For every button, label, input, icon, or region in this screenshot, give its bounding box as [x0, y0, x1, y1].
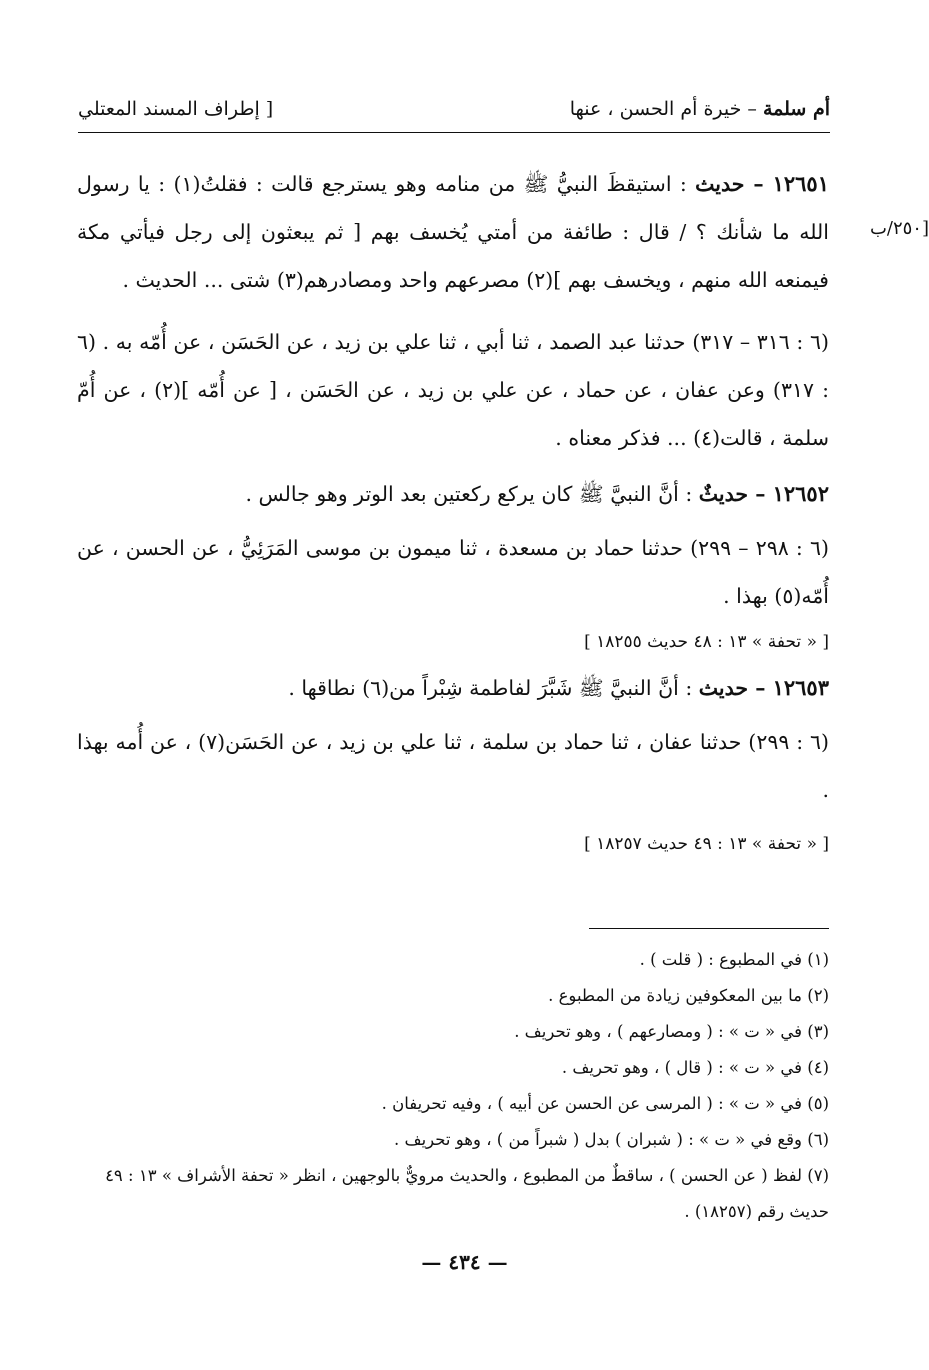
manuscript-folio-marker: [٢٥٠/ب	[869, 218, 929, 239]
hadith-isnad: (٦ : ٢٩٨ – ٢٩٩) حدثنا حماد بن مسعدة ، ثنا ميمون بن موسى المَرَئِيُّ ، عن الحسن ، عن أُمّه(٥) بهذا .	[77, 536, 829, 608]
footnote-separator	[589, 928, 829, 929]
hadith-keyword: – حديث	[698, 676, 773, 700]
hadith-entry	[77, 664, 829, 712]
hadith-isnad: (٦ : ٣١٦ – ٣١٧) حدثنا عبد الصمد ، ثنا أبي ، ثنا علي بن زيد ، عن الحَسَن ، عن أُمّه به . (٦ : ٣١٧) وعن عفان ، عن حماد ، عن علي بن زيد ، عن الحَسَن ، [ عن أُمّه ](٢) ، عن أُمّ سلمة ، قالت(٤) ... فذكر معناه .	[77, 330, 829, 450]
footnote: (٣) في « ت » : ( ومصارعهم ) ، وهو تحريف .	[514, 1022, 829, 1041]
footnote: (٧) لفظ ( عن الحسن ) ، ساقطٌ من المطبوع ، والحديث مرويٌّ بالوجهين ، انظر « تحفة الأشراف » ١٣ : ٤٩ حديث رقم (١٨٢٥٧) .	[105, 1166, 829, 1221]
header-chapter-name: أم سلمة	[762, 98, 830, 120]
hadith-entry	[77, 470, 829, 518]
running-header	[78, 96, 830, 133]
hadith-keyword: – حديثٌ	[698, 482, 773, 506]
hadith-number: ١٢٦٥٢	[772, 481, 829, 506]
page-number: — ٤٣٤ —	[421, 1250, 508, 1274]
main-text	[77, 160, 829, 860]
tuhfa-reference: [ « تحفة » ١٣ : ٤٩ حديث ١٨٢٥٧ ]	[584, 834, 829, 854]
footnotes	[77, 942, 829, 1230]
hadith-entry	[77, 160, 829, 304]
tuhfa-reference: [ « تحفة » ١٣ : ٤٨ حديث ١٨٢٥٥ ]	[584, 632, 829, 652]
header-book-title: [ إطراف المسند المعتلي	[78, 98, 274, 120]
hadith-text: : استيقظَ النبيُّ ﷺ من منامه وهو يسترجع قالت : فقلتُ(١) : يا رسول الله ما شأنك ؟ / قال : طائفة من أمتي يُخسف بهم [ ثم يبعثون إلى رجل فيأتي مكة فيمنعه الله منهم ، ويخسف بهم ](٢) مصرعهم واحد ومصادرهم(٣) شتى ... الحديث .	[77, 172, 829, 292]
header-chapter-subtitle: – خيرة أم الحسن ، عنها	[569, 98, 763, 120]
footnote: (٦) وقع في « ت » : ( شبران ) بدل ( شبراً من ) ، وهو تحريف .	[394, 1130, 829, 1149]
footnote: (١) في المطبوع : ( قلت ) .	[639, 950, 829, 969]
hadith-text: : أنَّ النبيَّ ﷺ شَبَّرَ لفاطمة شِبْراً من(٦) نطاقها .	[288, 676, 699, 700]
footnote: (٢) ما بين المعكوفين زيادة من المطبوع .	[548, 986, 829, 1005]
footnote: (٥) في « ت » : ( المرسى عن الحسن عن أبيه ) ، وفيه تحريفان .	[381, 1094, 829, 1113]
header-chapter-title	[570, 98, 830, 120]
hadith-keyword: – حديث	[695, 172, 773, 196]
hadith-number: ١٢٦٥١	[772, 171, 829, 196]
hadith-text: : أنَّ النبيَّ ﷺ كان يركع ركعتين بعد الوتر وهو جالس .	[245, 482, 699, 506]
hadith-number: ١٢٦٥٣	[772, 675, 829, 700]
footnote: (٤) في « ت » : ( قال ) ، وهو تحريف .	[561, 1058, 829, 1077]
hadith-isnad: (٦ : ٢٩٩) حدثنا عفان ، ثنا حماد بن سلمة ، ثنا علي بن زيد ، عن الحَسَن(٧) ، عن أُمه بهذا .	[77, 730, 829, 802]
